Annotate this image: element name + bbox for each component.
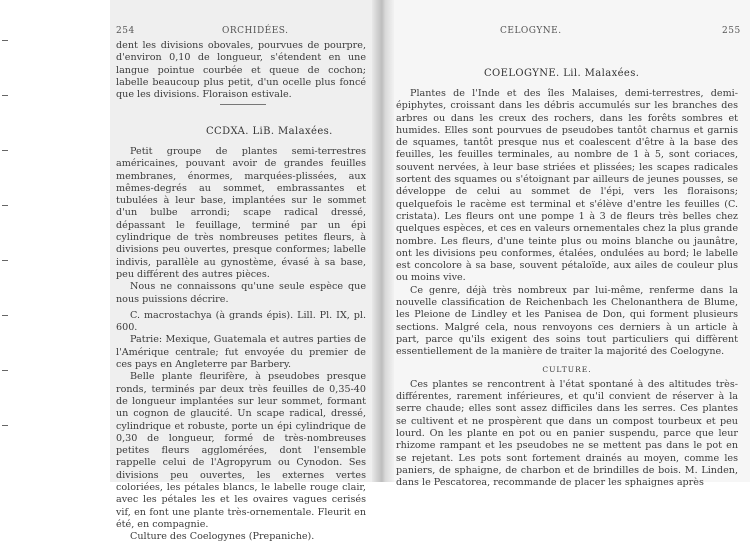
margin-mark bbox=[2, 150, 8, 151]
left-running-head: ORCHIDÉES. bbox=[222, 26, 289, 36]
left-paragraph: Nous ne connaissons qu'une seule espèce que nous puissions décrire. bbox=[116, 281, 366, 305]
margin-mark bbox=[2, 315, 8, 316]
margin-mark bbox=[2, 370, 8, 371]
left-top-paragraph: dent les divisions obovales, pourvues de pourpre, d'environ 0,10 de longueur, s'étendent en une langue pointue courbée et queue de cochon; labelle beaucoup plus petit, d'un ocelle plus foncé que les divisions. Floraison estivale. bbox=[116, 40, 366, 101]
left-section-title: CCDXA. LiB. Malaxées. bbox=[206, 126, 333, 137]
left-body-text bbox=[116, 146, 366, 544]
book-gutter bbox=[372, 0, 394, 482]
right-body-text bbox=[396, 88, 738, 490]
margin-mark bbox=[2, 40, 8, 41]
right-paragraph: Ces plantes se rencontrent à l'état spontané à des altitudes très-différentes, rarement inférieures, et qu'il convient de réserver à la serre chaude; elles sont assez difficiles dans les serres. Ces plantes se cultivent et ne prospèrent que dans un compost tourbeux et peu lourd. On les plante en pot ou en panier suspendu, parce que leur rhizome rampant et les pseudobes ne se mettent pas dans le pot en se rejetant. Les pots sont fortement drainés au moyen, comme les paniers, de sphaigne, de charbon et de brindilles de bois. M. Linden, dans le Pescatorea, recommande de placer les sphaignes après bbox=[396, 378, 738, 489]
left-paragraph: Petit groupe de plantes semi-terrestres américaines, pouvant avoir de grandes feuilles membranes, énormes, marquées-plissées, aux mêmes-degrés au sommet, embrassantes et tubulées à leur base, implantées sur le sommet d'un bulbe arrondi; scape radical dressé, dépassant le feuillage, terminé par un épi cylindrique de très nombreuses petites fleurs, à divisions peu ouvertes, presque conformes; labelle indivis, parallèle au gynostème, évasé à sa base, peu différent des autres pièces. bbox=[116, 146, 366, 280]
left-margin bbox=[0, 0, 111, 482]
right-section-title: COELOGYNE. Lil. Malaxées. bbox=[484, 68, 640, 79]
right-running-head: CELOGYNE. bbox=[500, 26, 562, 36]
right-paragraph: Ce genre, déjà très nombreux par lui-même, renferme dans la nouvelle classification de Reichenbach les Chelonanthera de Blume, les Pleione de Lindley et les Panisea de Don, qui forment plusieurs sections. Malgré cela, nous renvoyons ces derniers à un article à part, parce qu'ils exigent des soins tout particuliers qui diffèrent essentiellement de la manière de traiter la majorité des Coelogyne. bbox=[396, 284, 738, 358]
left-paragraph: Belle plante fleurifère, à pseudobes presque ronds, terminés par deux très feuilles de 0,35-40 de longueur implantées sur leur sommet, formant un cognon de glaucité. Un scape radical, dressé, cylindrique et robuste, porte un épi cylindrique de 0,30 de longueur, formé de très-nombreuses petites fleurs agglomérées, dont l'ensemble rappelle celui de l'Agropyrum ou Cynodon. Ses divisions peu ouvertes, les externes vertes coloriées, les pétales blancs, le labelle rouge clair, avec les pétales les et les ovaires vagues cerisés vif, en font une plante très-ornementale. Fleurit en été, en compagnie. bbox=[116, 371, 366, 530]
left-paragraph: Patrie: Mexique, Guatemala et autres parties de l'Amérique centrale; fut envoyée du premier de ces pays en Angleterre par Barbery. bbox=[116, 334, 366, 371]
book-spread bbox=[110, 0, 750, 543]
left-paragraph: Culture des Coelogynes (Prepaniche). bbox=[130, 531, 315, 543]
right-page-number: 255 bbox=[722, 26, 741, 36]
right-page bbox=[382, 0, 750, 489]
culture-subheading: CULTURE. bbox=[542, 364, 592, 374]
margin-mark bbox=[2, 425, 8, 426]
left-page bbox=[110, 0, 382, 543]
separator-rule bbox=[220, 104, 266, 105]
right-paragraph: Plantes de l'Inde et des îles Malaises, demi-terrestres, demi-épiphytes, croissant dans les débris accumulés sur les branches des arbres ou dans les creux des rochers, dans les forêts sombres et humides. Elles sont pourvues de pseudobes tantôt charnus et garnis de squames, tantôt presque nus et coalescent d'être à la base des feuilles, les feuilles terminales, au nombre de 1 à 5, sont coriaces, souvent nervées, à leur base striées et plissées; les scapes radicales sortent des squames ou s'étoignant par ailleurs de jeunes pousses, se développe de celui au sommet de l'épi, vers les floraisons; quelquefois le racème est terminal et s'élève d'entre les feuilles (C. cristata). Les fleurs ont une pompe 1 à 3 de fleurs très belles chez quelques espèces, et ces en valeurs ornementales chez la plus grande nombre. Les fleurs, d'une teinte plus ou moins blanche ou jaunâtre, ont les divisions peu conformes, étalées, ondulées au bord; le labelle est concolore à sa base, souvent pétaloïde, aux ailes de couleur plus ou moins vive. bbox=[396, 88, 738, 284]
margin-mark bbox=[2, 205, 8, 206]
left-page-number: 254 bbox=[116, 26, 135, 36]
margin-mark bbox=[2, 260, 8, 261]
margin-mark bbox=[2, 95, 8, 96]
species-heading: C. macrostachya (à grands épis). Lill. Pl. IX, pl. 600. bbox=[116, 309, 366, 334]
